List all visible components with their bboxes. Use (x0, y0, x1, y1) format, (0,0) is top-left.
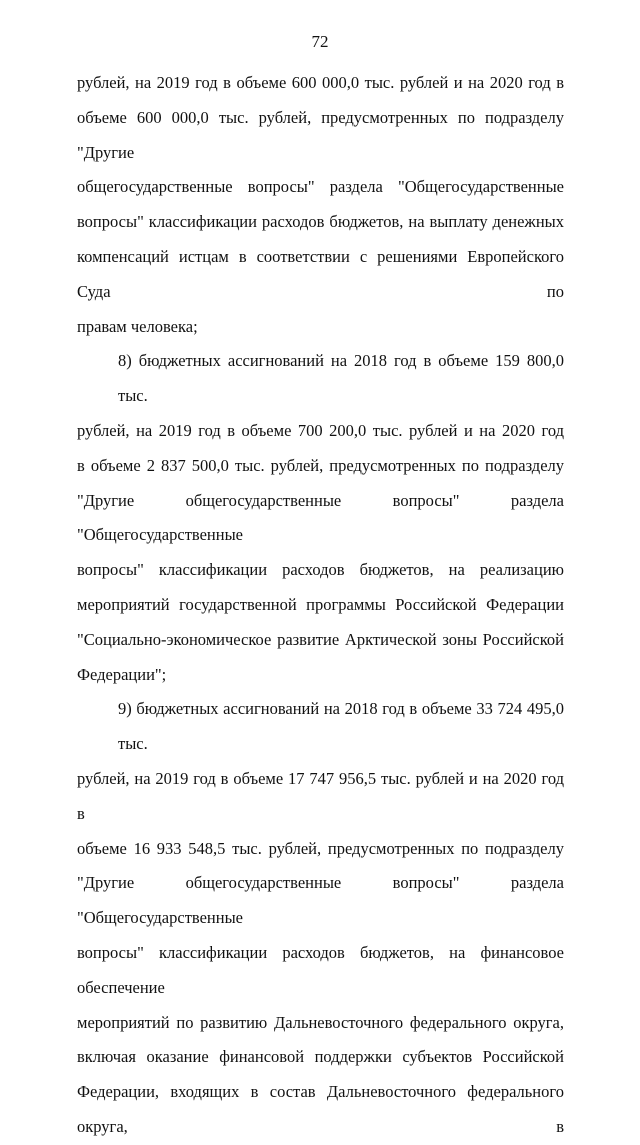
paragraph-item-8 (77, 344, 564, 692)
text-line: объеме 16 933 548,5 тыс. рублей, предусмотренных по подразделу (77, 838, 564, 858)
text-line: 8) бюджетных ассигнований на 2018 год в объеме 159 800,0 тыс. (118, 351, 564, 406)
text-line: правам человека; (77, 316, 198, 336)
text-line: Федерации"; (77, 664, 167, 684)
text-line: 9) бюджетных ассигнований на 2018 год в объеме 33 724 495,0 тыс. (118, 699, 564, 754)
text-line: рублей, на 2019 год в объеме 700 200,0 тыс. рублей и на 2020 год (77, 420, 564, 440)
text-line: вопросы" классификации расходов бюджетов, на финансовое обеспечение (77, 942, 564, 997)
page-number: 72 (311, 32, 329, 51)
text-line: включая оказание финансовой поддержки субъектов Российской (77, 1047, 564, 1067)
text-line: рублей, на 2019 год в объеме 600 000,0 тыс. рублей и на 2020 год в (77, 73, 564, 92)
text-line: "Другие общегосударственные вопросы" раздела "Общегосударственные (77, 490, 564, 545)
text-line: в объеме 2 837 500,0 тыс. рублей, предусмотренных по подразделу (77, 455, 564, 475)
text-line: вопросы" классификации расходов бюджетов, на выплату денежных (77, 212, 564, 232)
text-line: "Социально-экономическое развитие Арктической зоны Российской (77, 629, 564, 649)
text-line: рублей, на 2019 год в объеме 17 747 956,5 тыс. рублей и на 2020 год в (77, 768, 564, 823)
paragraph-item-9 (77, 692, 564, 1144)
text-line: объеме 600 000,0 тыс. рублей, предусмотренных по подразделу "Другие (77, 107, 564, 162)
paragraph-continuation (77, 66, 564, 344)
text-line: Федерации, входящих в состав Дальневосточного федерального округа, в (77, 1082, 564, 1136)
text-line: компенсаций истцам в соответствии с решениями Европейского Суда по (77, 246, 564, 301)
text-line: мероприятий государственной программы Российской Федерации (77, 594, 564, 614)
document-body (77, 66, 564, 1145)
text-line: "Другие общегосударственные вопросы" раздела "Общегосударственные (77, 873, 564, 928)
text-line: общегосударственные вопросы" раздела "Общегосударственные (77, 177, 564, 197)
text-line: вопросы" классификации расходов бюджетов, на реализацию (77, 560, 564, 580)
text-line: мероприятий по развитию Дальневосточного федерального округа, (77, 1012, 564, 1032)
